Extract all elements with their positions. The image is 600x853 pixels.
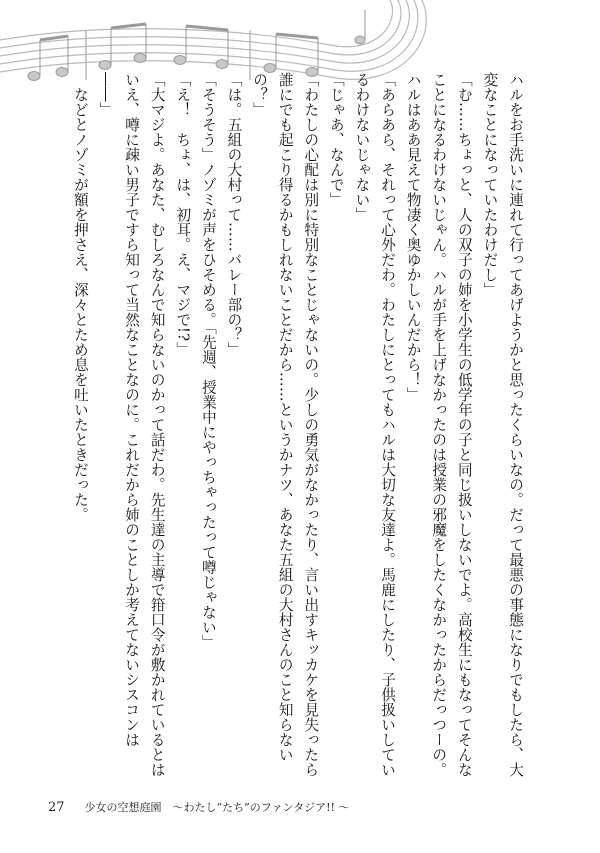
- paragraph: 「は。五組の大村って……バレー部の？」: [225, 72, 243, 357]
- paragraph: 「あらあら、それって心外だわ。わたしにとってもハルは大切な友達よ。馬鹿にしたり、子供扱いしているわけないじゃない」: [353, 72, 397, 777]
- running-title: 少女の空想庭園 ～わたし“たち”のファンタジア!! ～: [84, 801, 350, 814]
- paragraph: 「え！ ちょ、は、初耳。え、マジで!?」: [174, 72, 192, 357]
- paragraph: 「む……ちょっと、人の双子の姉を小学生の低学年の子と同じ扱いしないでよ。高校生にもなってそんなことになるわけないじゃん。ハルが手を上げなかったのは授業の邪魔をしたくなかったからだっつーの。ハルはああ見えて物凄く奥ゆかしいんだから！」: [404, 72, 473, 777]
- paragraph: 「わたしの心配は別に特別なことじゃないの。少しの勇気がなかったり、言い出すキッカケを見失ったら誰にでも起こり得るかもしれないことだから……というかナツ、あなた五組の大村さんのこと知らないの？」: [251, 72, 320, 777]
- paragraph: などとノゾミが額を押さえ、深々とため息を吐いたときだった。: [71, 72, 89, 522]
- paragraph: ハルをお手洗いに連れて行ってあげようかと思ったくらいなの。だって最悪の事態になりでもしたら、大変なことになっていたわけだし」: [481, 72, 524, 777]
- novel-body-text: [58, 72, 528, 782]
- paragraph: 「大マジよ。あなた、むしろなんで知らないのかって話だわ。先生達の主導で箝口令が敷かれているとはいえ、噂に疎い男子ですら知って当然なことなのに。これだから姉のことしか考えてないシスコンは――」: [97, 72, 166, 777]
- page-footer: [48, 799, 349, 815]
- page-number: 27: [48, 800, 65, 815]
- paragraph: 「じゃあ、なんで」: [327, 72, 345, 207]
- paragraph: 「そうそう」ノゾミが声をひそめる。「先週、授業中にやっちゃったって噂じゃない」: [199, 72, 217, 650]
